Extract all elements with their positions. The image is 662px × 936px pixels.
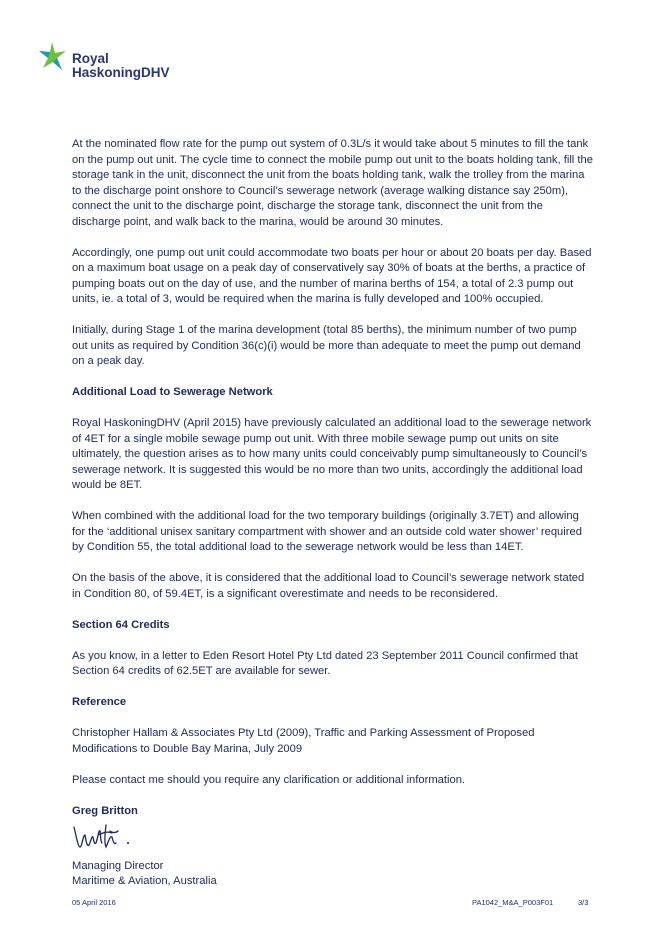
logo-wordmark — [72, 52, 170, 80]
footer-date: 05 April 2016 — [72, 898, 116, 907]
paragraph: Royal HaskoningDHV (April 2015) have previously calculated an additional load to the sewerage network of 4ET for a single mobile sewage pump out unit. With three mobile sewage pump out units on site ultimately, the question arises as to how many units could conceivably pump simultaneously to Council’s sewerage network. It is suggested this would be no more than two units, accordingly the additional load would be 8ET. — [72, 417, 592, 491]
paragraph: At the nominated flow rate for the pump out system of 0.3L/s it would take about 5 minutes to fill the tank on the pump out unit. The cycle time to connect the mobile pump out unit to the boats holding tank, fill the storage tank in the unit, disconnect the unit from the boats holding tank, walk the trolley from the marina to the discharge point onshore to Council’s sewerage network (average walking distance say 250m), connect the unit to the discharge point, discharge the storage tank, disconnect the unit from the discharge point, and walk back to the marina, would be around 30 minutes. — [72, 138, 593, 228]
section-heading: Reference — [72, 696, 127, 708]
paragraph: When combined with the additional load for the two temporary buildings (originally 3.7ET) and allowing for the ‘additional unisex sanitary compartment with shower and an outside cold water shower’ required by Condition 55, the total additional load to the sewerage network would be less than 14ET. — [72, 510, 582, 553]
logo-line-2: HaskoningDHV — [72, 65, 170, 80]
paragraph: As you know, in a letter to Eden Resort Hotel Pty Ltd dated 23 September 2011 Council confirmed that Section 64 credits of 62.5ET are available for sewer. — [72, 649, 579, 677]
footer-page-number: 3/3 — [578, 898, 589, 907]
letter-body — [72, 137, 594, 890]
paragraph: Accordingly, one pump out unit could accommodate two boats per hour or about 20 boats per day. Based on a maximum boat usage on a peak day of conservatively say 30% of boats at the berths, a practice of pumping boats out on the day of use, and the number of marina berths of 154, a total of 2.3 pump out units, ie. a total of 3, would be required when the marina is fully developed and 100% occupied. — [72, 246, 592, 305]
star-logo-icon — [38, 40, 72, 74]
paragraph: Please contact me should you require any clarification or additional information. — [72, 773, 466, 786]
logo-line-1: Royal — [72, 51, 109, 66]
section-heading: Section 64 Credits — [72, 618, 170, 631]
paragraph: On the basis of the above, it is considered that the additional load to Council’s sewerage network stated in Condition 80, of 59.4ET, is a significant overestimate and needs to be reconsidered. — [72, 572, 585, 600]
signatory-division: Maritime & Aviation, Australia — [72, 875, 217, 887]
signatory-name: Greg Britton — [72, 804, 138, 817]
footer-reference: PA1042_M&A_P003F01 — [472, 898, 554, 907]
section-heading: Additional Load to Sewerage Network — [72, 386, 273, 398]
reference-entry: Christopher Hallam & Associates Pty Ltd (2009), Traffic and Parking Assessment of Proposed Modifications to Double Bay Marina, July 2009 — [72, 727, 535, 755]
paragraph: Initially, during Stage 1 of the marina development (total 85 berths), the minimum number of two pump out units as required by Condition 36(c)(i) would be more than adequate to meet the pump out demand on a peak day. — [72, 324, 581, 367]
handwritten-signature — [72, 821, 152, 853]
company-logo — [38, 38, 178, 84]
signatory-title: Managing Director — [72, 859, 164, 872]
